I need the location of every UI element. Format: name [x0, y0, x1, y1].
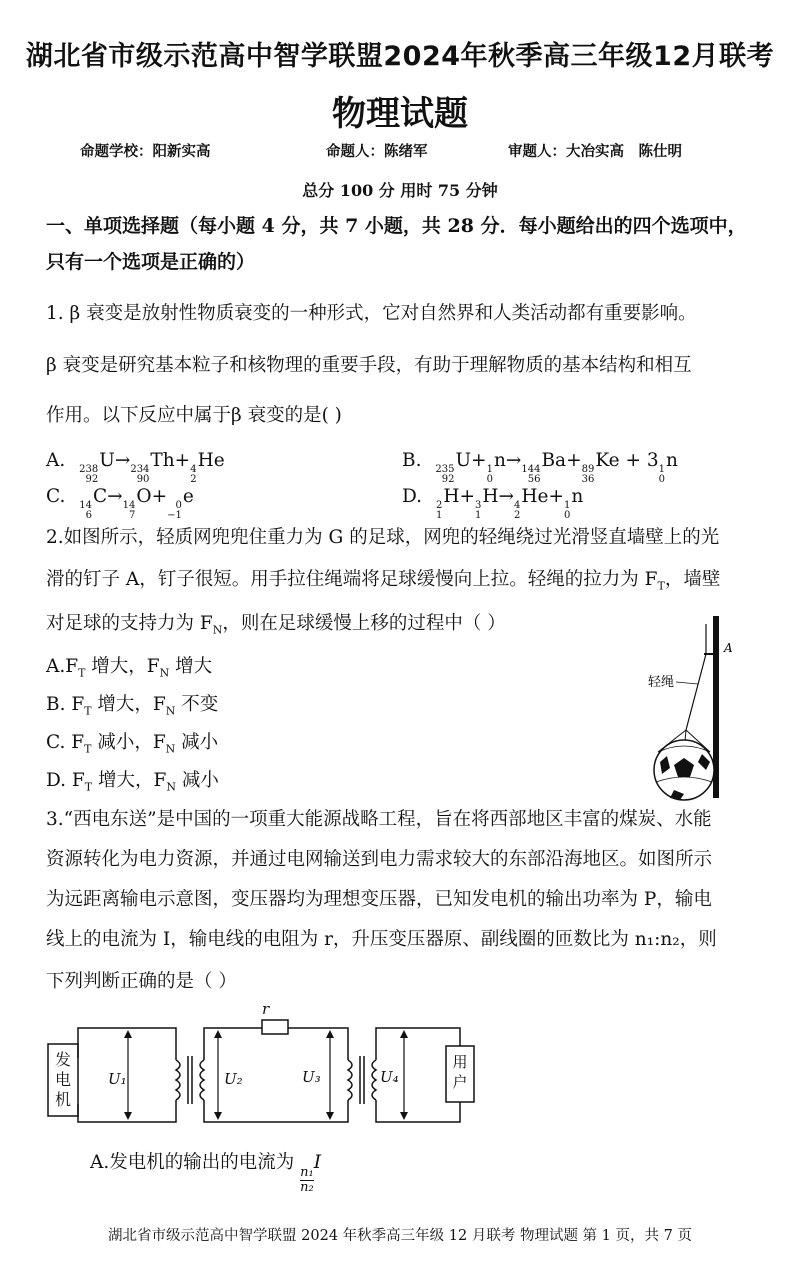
stepdown-secondary-coil [372, 1060, 376, 1100]
q1-option-d-label: D. [402, 486, 423, 507]
q2-figure [640, 612, 770, 802]
generator-label-box [48, 1044, 78, 1116]
q1-option-d [402, 486, 583, 521]
q1-stem-line3: 作用。以下反应中属于β 衰变的是( ) [46, 405, 342, 426]
section-heading-line2: 只有一个选项是正确的） [46, 251, 256, 273]
q1-option-c-label: C. [46, 486, 66, 507]
line-resistor [262, 1020, 288, 1034]
stepdown-primary-coil [348, 1060, 352, 1100]
q1-option-a-equation: 238 92 U→ 234 90 Th+ 4 2 He [79, 450, 225, 485]
q1-option-d-equation: 2 1 H+ 3 1 H→ 4 2 He+ 1 0 n [435, 486, 584, 521]
stepup-secondary-coil [200, 1060, 204, 1100]
wire-line-bottom [204, 1100, 348, 1122]
q3-stem-line5: 下列判断正确的是（ ） [46, 971, 237, 992]
q3-stem-line4: 线上的电流为 I，输电线的电阻为 r，升压变压器原、副线圈的匝数比为 n₁:n₂，则 [46, 929, 717, 950]
wire-line-top-right [288, 1028, 348, 1060]
q3-circuit-diagram [40, 1000, 510, 1140]
q3-stem-line3: 为远距离输电示意图，变压器均为理想变压器，已知发电机的输出功率为 P，输电 [46, 889, 712, 910]
q1-option-c-equation: 14 6 C→ 14 7 O+ 0 −1 e [79, 486, 194, 521]
reviewer-label: 审题人：大冶实高 陈仕明 [508, 143, 682, 160]
q3-option-a-fraction: $\frac{\text{n₁}}{\text{n₂}}$ [300, 1165, 314, 1195]
q1-stem-line2: β 衰变是研究基本粒子和核物理的重要手段，有助于理解物质的基本结构和相互 [46, 355, 692, 376]
rope-label: 轻绳 [648, 675, 675, 690]
wire-user-bottom [376, 1100, 460, 1122]
u3-label: U₃ [302, 1068, 321, 1086]
q2-stem-line3: 对足球的支持力为 $F_N$，则在足球缓慢上移的过程中（ ） [46, 613, 506, 637]
q3-stem-line1: 3.“西电东送”是中国的一项重大能源战略工程，旨在将西部地区丰富的煤炭、水能 [46, 809, 712, 830]
q2-option-a: $A.F_T$ 增大，$F_N$ 增大 [46, 656, 213, 680]
q3-stem-line2: 资源转化为电力资源，并通过电网输送到电力需求较大的东部沿海地区。如图所示 [46, 849, 713, 870]
rope [686, 654, 706, 730]
stepup-primary-coil [176, 1060, 180, 1100]
q1-option-b [402, 450, 678, 485]
generator-label: 发电机 [54, 1050, 71, 1109]
voltage-arrows [128, 1034, 404, 1116]
q1-option-a [46, 450, 225, 485]
wire-gen-bottom [78, 1100, 176, 1122]
q2-option-c: C. $F_T$ 减小，$F_N$ 减小 [46, 732, 219, 756]
resistor-label: r [262, 1000, 270, 1018]
q2-option-b: B. $F_T$ 增大，$F_N$ 不变 [46, 694, 219, 718]
rope-label-leader [676, 682, 698, 684]
score-time: 总分 100 分 用时 75 分钟 [302, 181, 498, 200]
subject-title: 物理试题 [332, 94, 468, 134]
exam-title: 湖北省市级示范高中智学联盟2024年秋季高三年级12月联考 [25, 41, 775, 72]
user-label-box [446, 1046, 474, 1102]
section-heading-line1: 一、单项选择题（每小题 4 分，共 7 小题，共 28 分．每小题给出的四个选项中， [46, 215, 747, 237]
q1-stem-line1: 1. β 衰变是放射性物质衰变的一种形式，它对自然界和人类活动都有重要影响。 [46, 303, 697, 324]
author-label: 命题人：陈绪军 [326, 143, 428, 160]
nail-label: A [724, 641, 733, 655]
user-label: 用户 [452, 1053, 468, 1091]
q1-option-c [46, 486, 194, 521]
q2-stem-line1: 2.如图所示，轻质网兜兜住重力为 G 的足球，网兜的轻绳绕过光滑竖直墙壁上的光 [46, 527, 720, 548]
q2-stem-line2: 滑的钉子 A，钉子很短。用手拉住绳端将足球缓慢向上拉。轻绳的拉力为 $F_T$，墙壁 [46, 569, 721, 593]
u2-label: U₂ [224, 1070, 243, 1088]
u1-label: U₁ [108, 1070, 127, 1088]
q3-option-a: A.发电机的输出的电流为 $\frac{\text{n₁}}{\text{n₂}}$ I [90, 1152, 322, 1195]
q1-option-b-label: B. [402, 450, 422, 471]
school-label: 命题学校：阳新实高 [80, 143, 211, 160]
u4-label: U₄ [380, 1068, 399, 1086]
q2-option-d: D. $F_T$ 增大，$F_N$ 减小 [46, 770, 219, 794]
q1-option-b-equation: 235 92 U+ 1 0 n→ 144 56 Ba+ 89 36 Ke + 3 1 0 n [435, 450, 678, 485]
page-footer: 湖北省市级示范高中智学联盟 2024 年秋季高三年级 12 月联考 物理试题 第 1 页，共 7 页 [108, 1228, 692, 1244]
wire-line-top-left [204, 1028, 262, 1060]
q1-option-a-label: A. [46, 450, 66, 471]
